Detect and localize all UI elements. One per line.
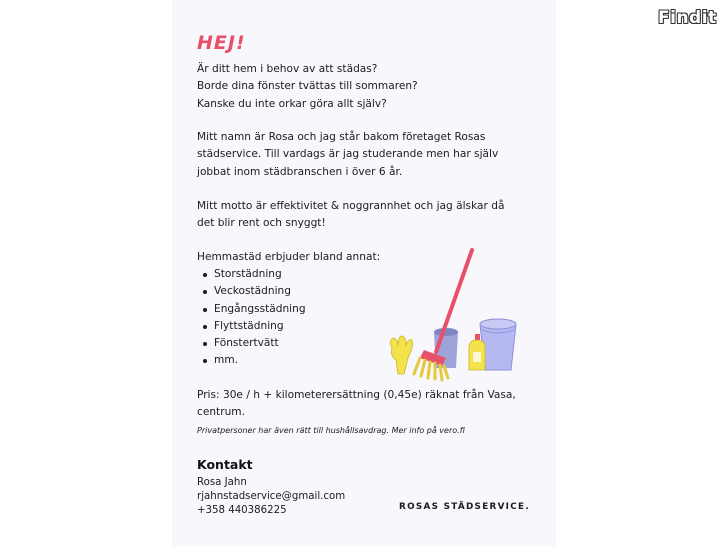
motto-line: Mitt motto är effektivitet & noggrannhet och jag älskar då [197,200,505,212]
motto-paragraph [197,198,527,233]
services-list [197,266,306,370]
list-item: Storstädning [197,266,306,283]
greeting-heading: HEJ! [197,32,246,54]
about-paragraph [197,129,527,181]
about-line: städservice. Till vardags är jag studerande men har själv [197,148,499,161]
list-item: Flyttstädning [197,318,306,335]
price-paragraph [197,387,527,422]
brand-name: ROSAS STÄDSERVICE. [399,502,530,512]
list-item: Engångsstädning [197,301,306,318]
contact-email: rjahnstadservice@gmail.com [197,491,346,502]
mop-icon [414,250,472,380]
contact-heading: Kontakt [197,457,253,472]
list-item: Fönstertvätt [197,335,306,352]
contact-block [197,476,345,518]
motto-line: det blir rent och snyggt! [197,217,326,230]
contact-name: Rosa Jahn [197,477,247,488]
intro-line: Är ditt hem i behov av att städas? [197,63,378,75]
cleaning-supplies-illustration [384,248,534,383]
intro-paragraph [197,61,527,113]
about-line: Mitt namn är Rosa och jag står bakom företaget Rosas [197,131,486,143]
list-item: Veckostädning [197,283,306,300]
glove-icon [390,336,412,374]
price-line: Pris: 30e / h + kilometerersättning (0,45e) räknat från Vasa, [197,389,516,401]
tax-note: Privatpersoner har även rätt till hushållsavdrag. Mer info på vero.fi [197,426,465,435]
price-line: centrum. [197,406,245,419]
list-item: mm. [197,352,306,369]
findit-logo[interactable]: Findit [658,8,717,28]
intro-line: Borde dina fönster tvättas till sommaren? [197,80,418,93]
contact-phone: +358 440386225 [197,505,287,516]
about-line: jobbat inom städbranschen i över 6 år. [197,165,403,178]
services-heading: Hemmastäd erbjuder bland annat: [197,251,381,263]
intro-line: Kanske du inte orkar göra allt själv? [197,97,387,110]
